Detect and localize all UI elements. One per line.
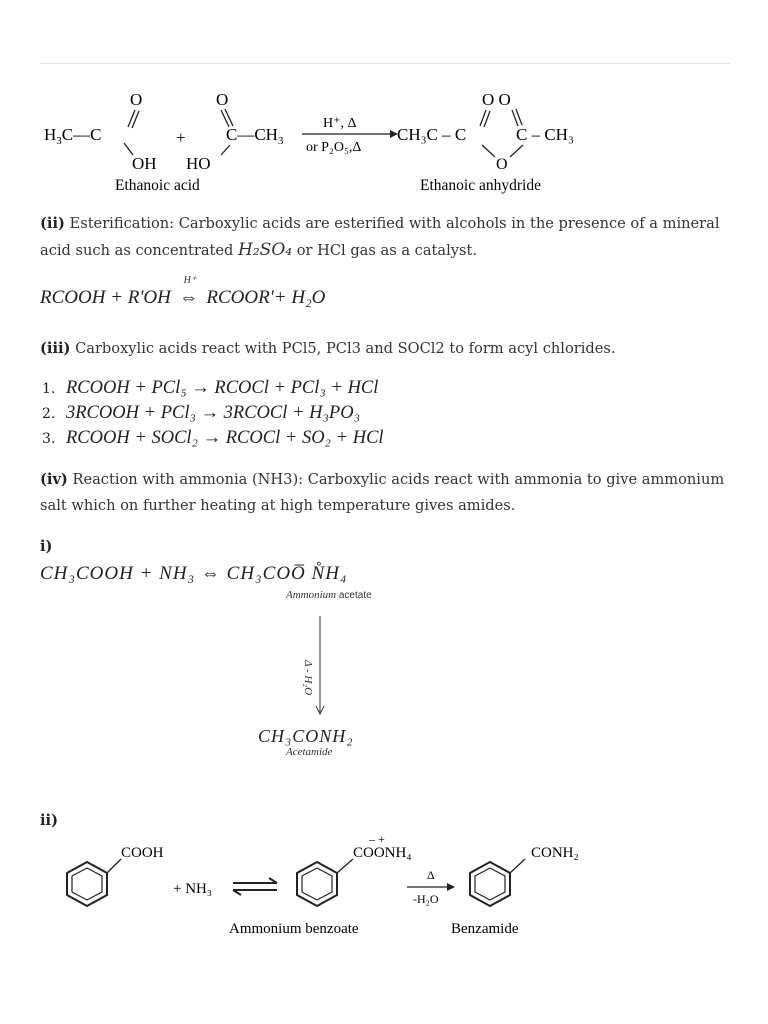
acyl-chloride-list	[42, 376, 722, 451]
benzene-ring-3	[470, 859, 525, 906]
heat-top-label: Δ	[427, 868, 435, 882]
esterification-heading: (ii)	[40, 215, 65, 232]
product-o-top: O O	[482, 90, 511, 109]
heat-bottom-label: -H₂O	[413, 892, 439, 906]
arrow-top-label: H⁺, Δ	[323, 116, 357, 131]
heating-arrow-label: Δ - H₂O	[302, 660, 314, 696]
acetamide-formula: CH₃CONH₂	[258, 726, 354, 746]
acyl-chloride-paragraph: (iii) Carboxylic acids react with PCl5, PCl3 and SOCl2 to form acyl chlorides.	[40, 340, 616, 357]
cooh-group: COOH	[121, 845, 164, 861]
ethanoic-acid-label: Ethanoic acid	[115, 177, 200, 194]
ammonium-acetate-label: Ammonium acetate	[286, 589, 372, 601]
list-item: 3. RCOOH + SOCl₂ → RCOCl + SO₂ + HCl	[42, 428, 384, 448]
oh-label: OH	[132, 154, 157, 173]
product-right: C – CH₃	[516, 125, 574, 144]
plus-sign: +	[176, 128, 186, 147]
esterification-paragraph: (ii) Esterification: Carboxylic acids are esterified with alcohols in the presence of a mineral acid such as concentrated H₂SO₄ or HCl gas as a catalyst.	[40, 215, 720, 260]
ammonia-paragraph: (iv) Reaction with ammonia (NH3): Carboxylic acids react with ammonia to give ammonium salt which on further heating at high temperature gives amides.	[40, 471, 725, 514]
ho-label: HO	[186, 154, 211, 173]
equilibrium-arrow: H⁺ ⇔	[179, 275, 199, 308]
acetamide-label: Acetamide	[286, 746, 333, 758]
product-o-bridge: O	[496, 156, 508, 173]
part-1-label: i)	[40, 538, 53, 555]
c-ch3-label: $C—CH_3$	[226, 125, 284, 147]
conh2-group: CONH₂	[531, 845, 579, 861]
benzene-ring-2	[297, 859, 353, 906]
equilibrium-arrows	[233, 878, 277, 895]
coonh4-group: COONH₄	[353, 845, 412, 861]
esterification-equation: RCOOH + R'OH H⁺ ⇔ RCOOR'+ H₂O	[40, 275, 326, 308]
anhydride-reaction-diagram	[40, 85, 660, 200]
top-divider	[40, 63, 730, 64]
ethanoic-anhydride-label: Ethanoic anhydride	[420, 177, 541, 194]
plus-nh3: + NH₃	[173, 881, 213, 897]
acyl-chloride-heading: (iii)	[40, 340, 71, 357]
product-left: CH₃C – C	[397, 125, 467, 144]
arrow-bottom-label: or P₂O₅,Δ	[306, 140, 362, 155]
benzamide-reaction-diagram	[55, 835, 615, 945]
ammonium-benzoate-label: Ammonium benzoate	[229, 921, 359, 937]
list-item: 1. RCOOH + PCl₅ → RCOCl + PCl₃ + HCl	[42, 378, 379, 398]
ammonium-acetate-equation: CH₃COOH + NH₃ ⇔ CH₃COO̅ N̊H₄	[40, 563, 348, 584]
benzamide-label: Benzamide	[451, 921, 519, 937]
salt-charges: – +	[369, 835, 385, 846]
sulfuric-acid-formula: H₂SO₄	[238, 240, 293, 260]
o-top-1: O	[130, 90, 143, 109]
benzene-ring-1	[67, 859, 121, 906]
ammonia-heading: (iv)	[40, 471, 68, 488]
o-top-2: O	[216, 90, 229, 109]
part-2-label: ii)	[40, 812, 58, 829]
h3c-label: $H_3C—C$	[44, 125, 102, 147]
list-item: 2. 3RCOOH + PCl₃ → 3RCOCl + H₃PO₃	[42, 403, 361, 423]
